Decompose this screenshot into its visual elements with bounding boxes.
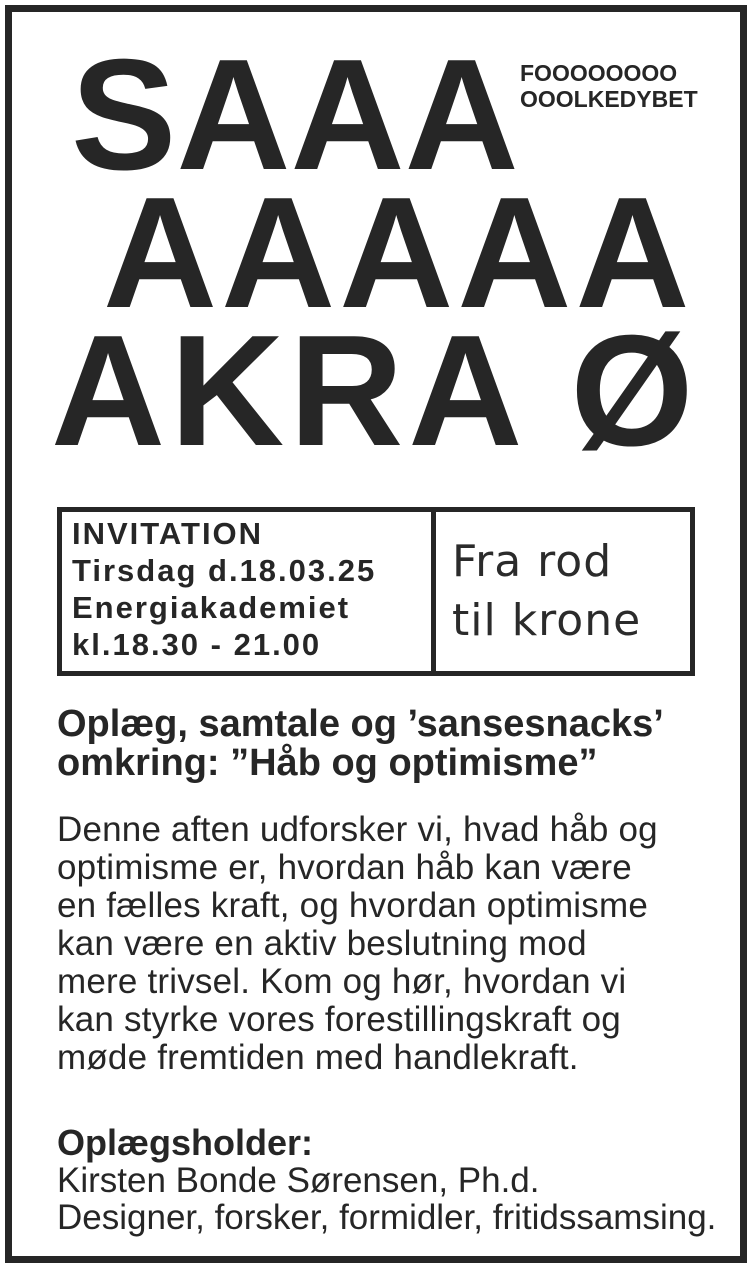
speaker-description: Designer, forsker, formidler, fritidssamsing. — [57, 1198, 717, 1237]
invitation-details — [62, 512, 436, 671]
event-subtitle — [57, 705, 700, 783]
theme-line-1: Fra rod — [452, 536, 613, 587]
invitation-date: Tirsdag d.18.03.25 — [72, 553, 377, 588]
theme-line-2: til krone — [452, 595, 642, 646]
invitation-box — [57, 507, 695, 676]
description-line: en fælles kraft, og hvordan optimisme — [57, 886, 649, 925]
invitation-time: kl.18.30 - 21.00 — [72, 627, 322, 662]
description-line: Denne aften udforsker vi, hvad håb og — [57, 810, 658, 849]
logo-line-2: OOOLKEDYBET — [520, 86, 698, 112]
headline-line-2: AAAAA — [103, 165, 694, 341]
description-line: kan være en aktiv beslutning mod — [57, 924, 587, 963]
speaker-label: Oplægsholder: — [57, 1122, 314, 1163]
invitation-venue: Energiakademiet — [72, 590, 351, 625]
poster-content — [12, 12, 740, 1256]
subtitle-line-1: Oplæg, samtale og ’sansesnacks’ — [57, 703, 664, 745]
description-line: kan styrke vores forestillingskraft og — [57, 1000, 621, 1039]
invitation-theme — [436, 512, 690, 671]
event-description — [57, 811, 700, 1077]
description-line: mere trivsel. Kom og hør, hvordan vi — [57, 962, 627, 1001]
description-line: optimisme er, hvordan håb kan være — [57, 848, 632, 887]
description-line: møde fremtiden med handlekraft. — [57, 1038, 579, 1077]
invitation-label: INVITATION — [72, 516, 264, 551]
headline — [51, 27, 700, 479]
headline-line-1: SAAA — [71, 27, 519, 203]
subtitle-line-2: omkring: ”Håb og optimisme” — [57, 742, 598, 784]
headline-line-3: AKRA Ø — [51, 303, 699, 479]
speaker-name: Kirsten Bonde Sørensen, Ph.d. — [57, 1161, 540, 1200]
logo-line-1: FOOOOOOOO — [520, 60, 678, 86]
speaker-section — [57, 1122, 717, 1237]
